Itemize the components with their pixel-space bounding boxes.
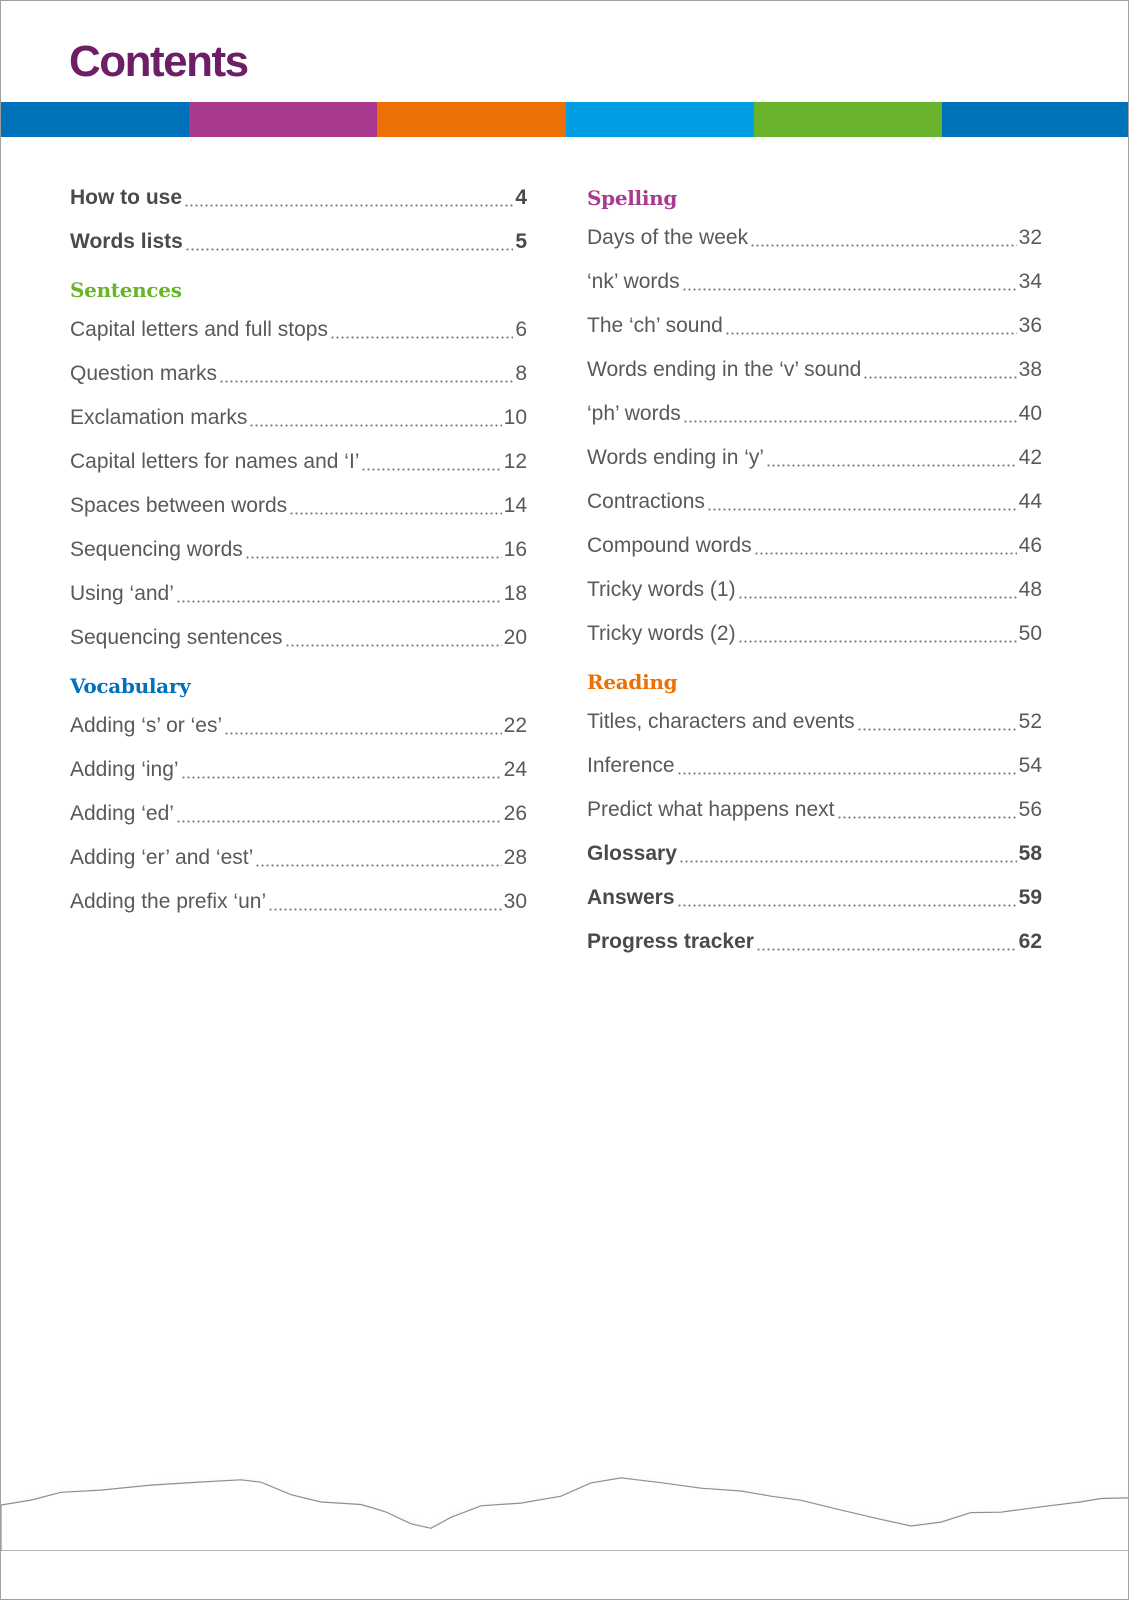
toc-entry[interactable]: [70, 748, 527, 792]
toc-entry-page-number: 18: [503, 582, 527, 605]
toc-entry-label: Glossary: [587, 842, 677, 865]
toc-entry-page-number: 22: [503, 714, 527, 737]
toc-entry-label: Tricky words (2): [587, 622, 736, 645]
toc-entry[interactable]: [70, 880, 527, 924]
toc-entry-label: Sequencing words: [70, 538, 243, 561]
dot-leader: [224, 732, 502, 735]
toc-entry-page-number: 56: [1018, 798, 1042, 821]
dot-leader: [249, 424, 501, 427]
dot-leader: [219, 380, 513, 383]
toc-entry-label: Contractions: [587, 490, 705, 513]
toc-entry[interactable]: [70, 572, 527, 616]
toc-entry-label: Sequencing sentences: [70, 626, 283, 649]
toc-entry[interactable]: [70, 176, 527, 220]
toc-entry[interactable]: [587, 920, 1042, 964]
toc-entry[interactable]: [70, 528, 527, 572]
toc-entry-page-number: 40: [1018, 402, 1042, 425]
toc-entry[interactable]: [587, 216, 1042, 260]
toc-entry[interactable]: [587, 524, 1042, 568]
color-bar-segment: [566, 102, 754, 137]
dot-leader: [176, 820, 502, 823]
dot-leader: [750, 244, 1017, 247]
toc-entry-page-number: 48: [1018, 578, 1042, 601]
toc-entry-label: Words ending in the ‘v’ sound: [587, 358, 862, 381]
toc-entry-page-number: 14: [503, 494, 527, 517]
dot-leader: [176, 600, 502, 603]
toc-entry[interactable]: [70, 836, 527, 880]
toc-entry-page-number: 10: [503, 406, 527, 429]
toc-entry-page-number: 59: [1018, 886, 1042, 909]
toc-entry-label: Adding ‘s’ or ‘es’: [70, 714, 223, 737]
dot-leader: [679, 860, 1017, 863]
toc-entry[interactable]: [587, 260, 1042, 304]
toc-entry-page-number: 36: [1018, 314, 1042, 337]
toc-entry-label: Adding the prefix ‘un’: [70, 890, 267, 913]
toc-entry-page-number: 20: [503, 626, 527, 649]
dot-leader: [756, 948, 1017, 951]
toc-entry[interactable]: [587, 348, 1042, 392]
toc-entry-page-number: 38: [1018, 358, 1042, 381]
toc-entry[interactable]: [70, 396, 527, 440]
toc-entry-label: Predict what happens next: [587, 798, 835, 821]
toc-entry-label: Adding ‘ed’: [70, 802, 174, 825]
toc-entry[interactable]: [587, 744, 1042, 788]
section-heading-vocabulary: Vocabulary: [70, 674, 191, 698]
toc-entry-page-number: 34: [1018, 270, 1042, 293]
toc-entry[interactable]: [70, 440, 527, 484]
toc-entry-label: Answers: [587, 886, 675, 909]
toc-entry-page-number: 52: [1018, 710, 1042, 733]
toc-entry-page-number: 26: [503, 802, 527, 825]
toc-entry-label: Compound words: [587, 534, 752, 557]
toc-entry-label: Exclamation marks: [70, 406, 248, 429]
toc-entry[interactable]: [70, 352, 527, 396]
toc-entry-label: Tricky words (1): [587, 578, 736, 601]
section-heading-spelling: Spelling: [587, 186, 678, 210]
toc-entry[interactable]: [587, 436, 1042, 480]
toc-entry-label: Inference: [587, 754, 675, 777]
dot-leader: [330, 336, 513, 339]
toc-entry-page-number: 62: [1018, 930, 1042, 953]
toc-entry-label: Days of the week: [587, 226, 749, 249]
toc-entry-label: Spaces between words: [70, 494, 288, 517]
dot-leader: [754, 552, 1017, 555]
toc-entry[interactable]: [587, 832, 1042, 876]
toc-entry[interactable]: [587, 568, 1042, 612]
dot-leader: [857, 728, 1017, 731]
dot-leader: [677, 904, 1017, 907]
color-bar-segment: [1, 102, 189, 137]
toc-entry[interactable]: [70, 220, 527, 264]
dot-leader: [255, 864, 501, 867]
toc-entry-page-number: 32: [1018, 226, 1042, 249]
toc-entry[interactable]: [587, 700, 1042, 744]
dot-leader: [683, 420, 1017, 423]
dot-leader: [863, 376, 1016, 379]
toc-entry[interactable]: [70, 308, 527, 352]
toc-entry-label: Progress tracker: [587, 930, 754, 953]
dot-leader: [289, 512, 502, 515]
toc-entry-label: How to use: [70, 186, 183, 209]
toc-entry[interactable]: [70, 792, 527, 836]
toc-entry-label: The ‘ch’ sound: [587, 314, 723, 337]
toc-entry-page-number: 16: [503, 538, 527, 561]
toc-entry-label: Question marks: [70, 362, 218, 385]
dot-leader: [766, 464, 1017, 467]
color-bar-segment: [189, 102, 377, 137]
toc-entry-label: Words lists: [70, 230, 183, 253]
toc-entry-page-number: 4: [515, 186, 527, 209]
toc-entry-page-number: 6: [515, 318, 527, 341]
toc-entry[interactable]: [587, 612, 1042, 656]
dot-leader: [837, 816, 1017, 819]
toc-entry-page-number: 12: [503, 450, 527, 473]
toc-entry-label: Titles, characters and events: [587, 710, 855, 733]
dot-leader: [268, 908, 502, 911]
left-column: [70, 176, 527, 924]
dot-leader: [245, 556, 502, 559]
torn-paper-edge: [1, 1471, 1129, 1551]
toc-entry-page-number: 42: [1018, 446, 1042, 469]
toc-entry-label: ‘ph’ words: [587, 402, 681, 425]
color-bar-segment: [377, 102, 565, 137]
dot-leader: [738, 596, 1017, 599]
toc-entry-label: ‘nk’ words: [587, 270, 680, 293]
toc-entry[interactable]: [70, 484, 527, 528]
toc-entry-page-number: 24: [503, 758, 527, 781]
toc-entry-page-number: 58: [1018, 842, 1042, 865]
toc-entry-page-number: 8: [515, 362, 527, 385]
toc-entry-label: Adding ‘er’ and ‘est’: [70, 846, 254, 869]
toc-entry-page-number: 54: [1018, 754, 1042, 777]
dot-leader: [725, 332, 1017, 335]
toc-entry-label: Capital letters and full stops: [70, 318, 328, 341]
toc-entry[interactable]: [70, 616, 527, 660]
section-heading-reading: Reading: [587, 670, 678, 694]
color-bar-segment: [942, 102, 1129, 137]
toc-entry[interactable]: [587, 480, 1042, 524]
dot-leader: [181, 776, 502, 779]
dot-leader: [185, 248, 514, 251]
toc-entry[interactable]: [587, 876, 1042, 920]
toc-entry[interactable]: [70, 704, 527, 748]
toc-entry-page-number: 28: [503, 846, 527, 869]
toc-entry-page-number: 50: [1018, 622, 1042, 645]
toc-entry-label: Using ‘and’: [70, 582, 174, 605]
color-bar-segment: [754, 102, 942, 137]
toc-entry-label: Words ending in ‘y’: [587, 446, 765, 469]
dot-leader: [682, 288, 1017, 291]
toc-entry-page-number: 46: [1018, 534, 1042, 557]
dot-leader: [361, 468, 501, 471]
dot-leader: [738, 640, 1017, 643]
toc-entry-label: Capital letters for names and ‘I’: [70, 450, 360, 473]
toc-entry[interactable]: [587, 304, 1042, 348]
toc-entry[interactable]: [587, 788, 1042, 832]
toc-entry-label: Adding ‘ing’: [70, 758, 179, 781]
dot-leader: [707, 508, 1017, 511]
toc-entry-page-number: 44: [1018, 490, 1042, 513]
color-bar: [1, 102, 1129, 137]
toc-entry-page-number: 30: [503, 890, 527, 913]
section-heading-sentences: Sentences: [70, 278, 182, 302]
right-column: [587, 180, 1042, 964]
toc-entry-page-number: 5: [515, 230, 527, 253]
dot-leader: [677, 772, 1017, 775]
toc-entry[interactable]: [587, 392, 1042, 436]
page-title: Contents: [69, 37, 248, 86]
dot-leader: [184, 204, 513, 207]
dot-leader: [285, 644, 502, 647]
